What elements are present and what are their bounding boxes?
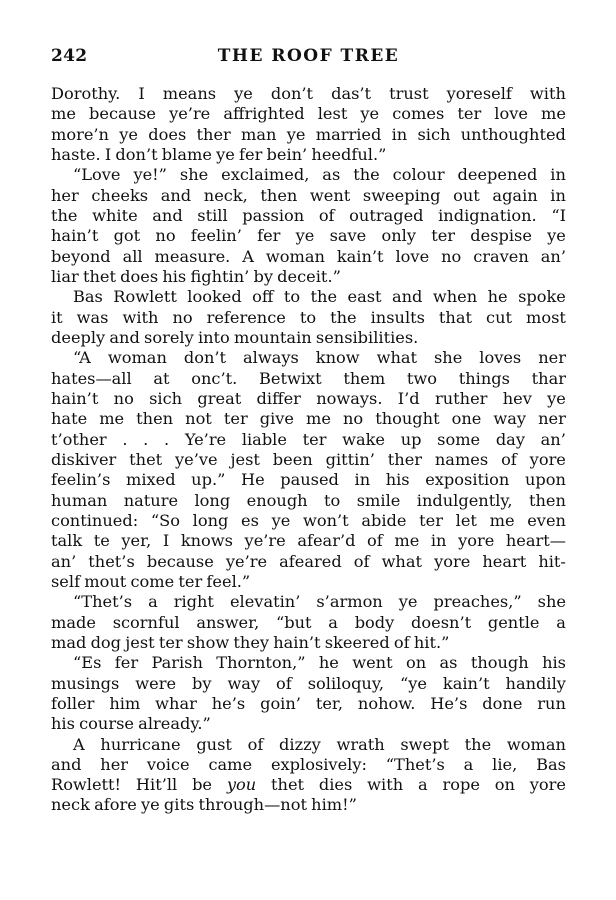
page-number: 242	[51, 46, 88, 66]
text-line: A hurricane gust of dizzy wrath swept the woman	[73, 734, 566, 754]
text-line: hate me then not ter give me no thought one way ner	[51, 409, 566, 429]
text-line: the white and still passion of outraged indignation. “I	[51, 205, 566, 225]
text-line: human nature long enough to smile indulgently, then	[51, 490, 566, 510]
text-line: his course already.”	[51, 714, 211, 734]
text-line: diskiver thet ye’ve jest been gittin’ ther names of yore	[51, 449, 566, 469]
text-line: “Es fer Parish Thornton,” he went on as though his	[73, 653, 566, 673]
text-line: foller him whar he’s goin’ ter, nohow. He’s done run	[51, 693, 566, 713]
text-line: her cheeks and neck, then went sweeping out again in	[51, 185, 566, 205]
text-line: more’n ye does ther man ye married in sich unthoughted	[51, 124, 566, 144]
text-line: haste. I don’t blame ye fer bein’ heedful.”	[51, 144, 387, 164]
text-line: t’other . . . Ye’re liable ter wake up some day an’	[51, 429, 566, 449]
text-line: mad dog jest ter show they hain’t skeered of hit.”	[51, 632, 450, 652]
text-line: hates—all at onc’t. Betwixt them two things thar	[51, 368, 566, 388]
body-text	[51, 84, 566, 816]
text-line: “Thet’s a right elevatin’ s’armon ye preaches,” she	[73, 592, 566, 612]
text-line: hain’t no sich great differ noways. I’d ruther hev ye	[51, 388, 566, 408]
text-line: deeply and sorely into mountain sensibilities.	[51, 327, 419, 347]
text-line: feelin’s mixed up.” He paused in his exposition upon	[51, 470, 566, 490]
text-line: neck afore ye gits through—not him!”	[51, 795, 357, 815]
text-line: Bas Rowlett looked off to the east and when he spoke	[73, 287, 566, 307]
text-line: beyond all measure. A woman kain’t love no craven an’	[51, 246, 566, 266]
text-line: “Love ye!” she exclaimed, as the colour deepened in	[73, 165, 566, 185]
text-line: Dorothy. I means ye don’t das’t trust yoreself with	[51, 84, 566, 103]
text-line: hain’t got no feelin’ fer ye save only ter despise ye	[51, 226, 566, 246]
text-line: musings were by way of soliloquy, “ye kain’t handily	[51, 673, 566, 693]
text-line: continued: “So long es ye won’t abide ter let me even	[51, 510, 566, 530]
text-line: me because ye’re affrighted lest ye comes ter love me	[51, 104, 566, 124]
text-line: Rowlett! Hit’ll be you thet dies with a rope on yore	[51, 775, 566, 795]
text-line: self mout come ter feel.”	[51, 571, 251, 591]
text-line: “A woman don’t always know what she loves ner	[73, 348, 566, 368]
page-header	[51, 46, 566, 68]
text-line: made scornful answer, “but a body doesn’t gentle a	[51, 612, 566, 632]
text-line: an’ thet’s because ye’re afeared of what yore heart hit-	[51, 551, 566, 571]
running-title: THE ROOF TREE	[217, 46, 400, 66]
text-line: talk te yer, I knows ye’re afear’d of me in yore heart—	[51, 531, 566, 551]
text-line: it was with no reference to the insults that cut most	[51, 307, 566, 327]
text-line: liar thet does his fightin’ by deceit.”	[51, 266, 341, 286]
text-line: and her voice came explosively: “Thet’s a lie, Bas	[51, 754, 566, 774]
